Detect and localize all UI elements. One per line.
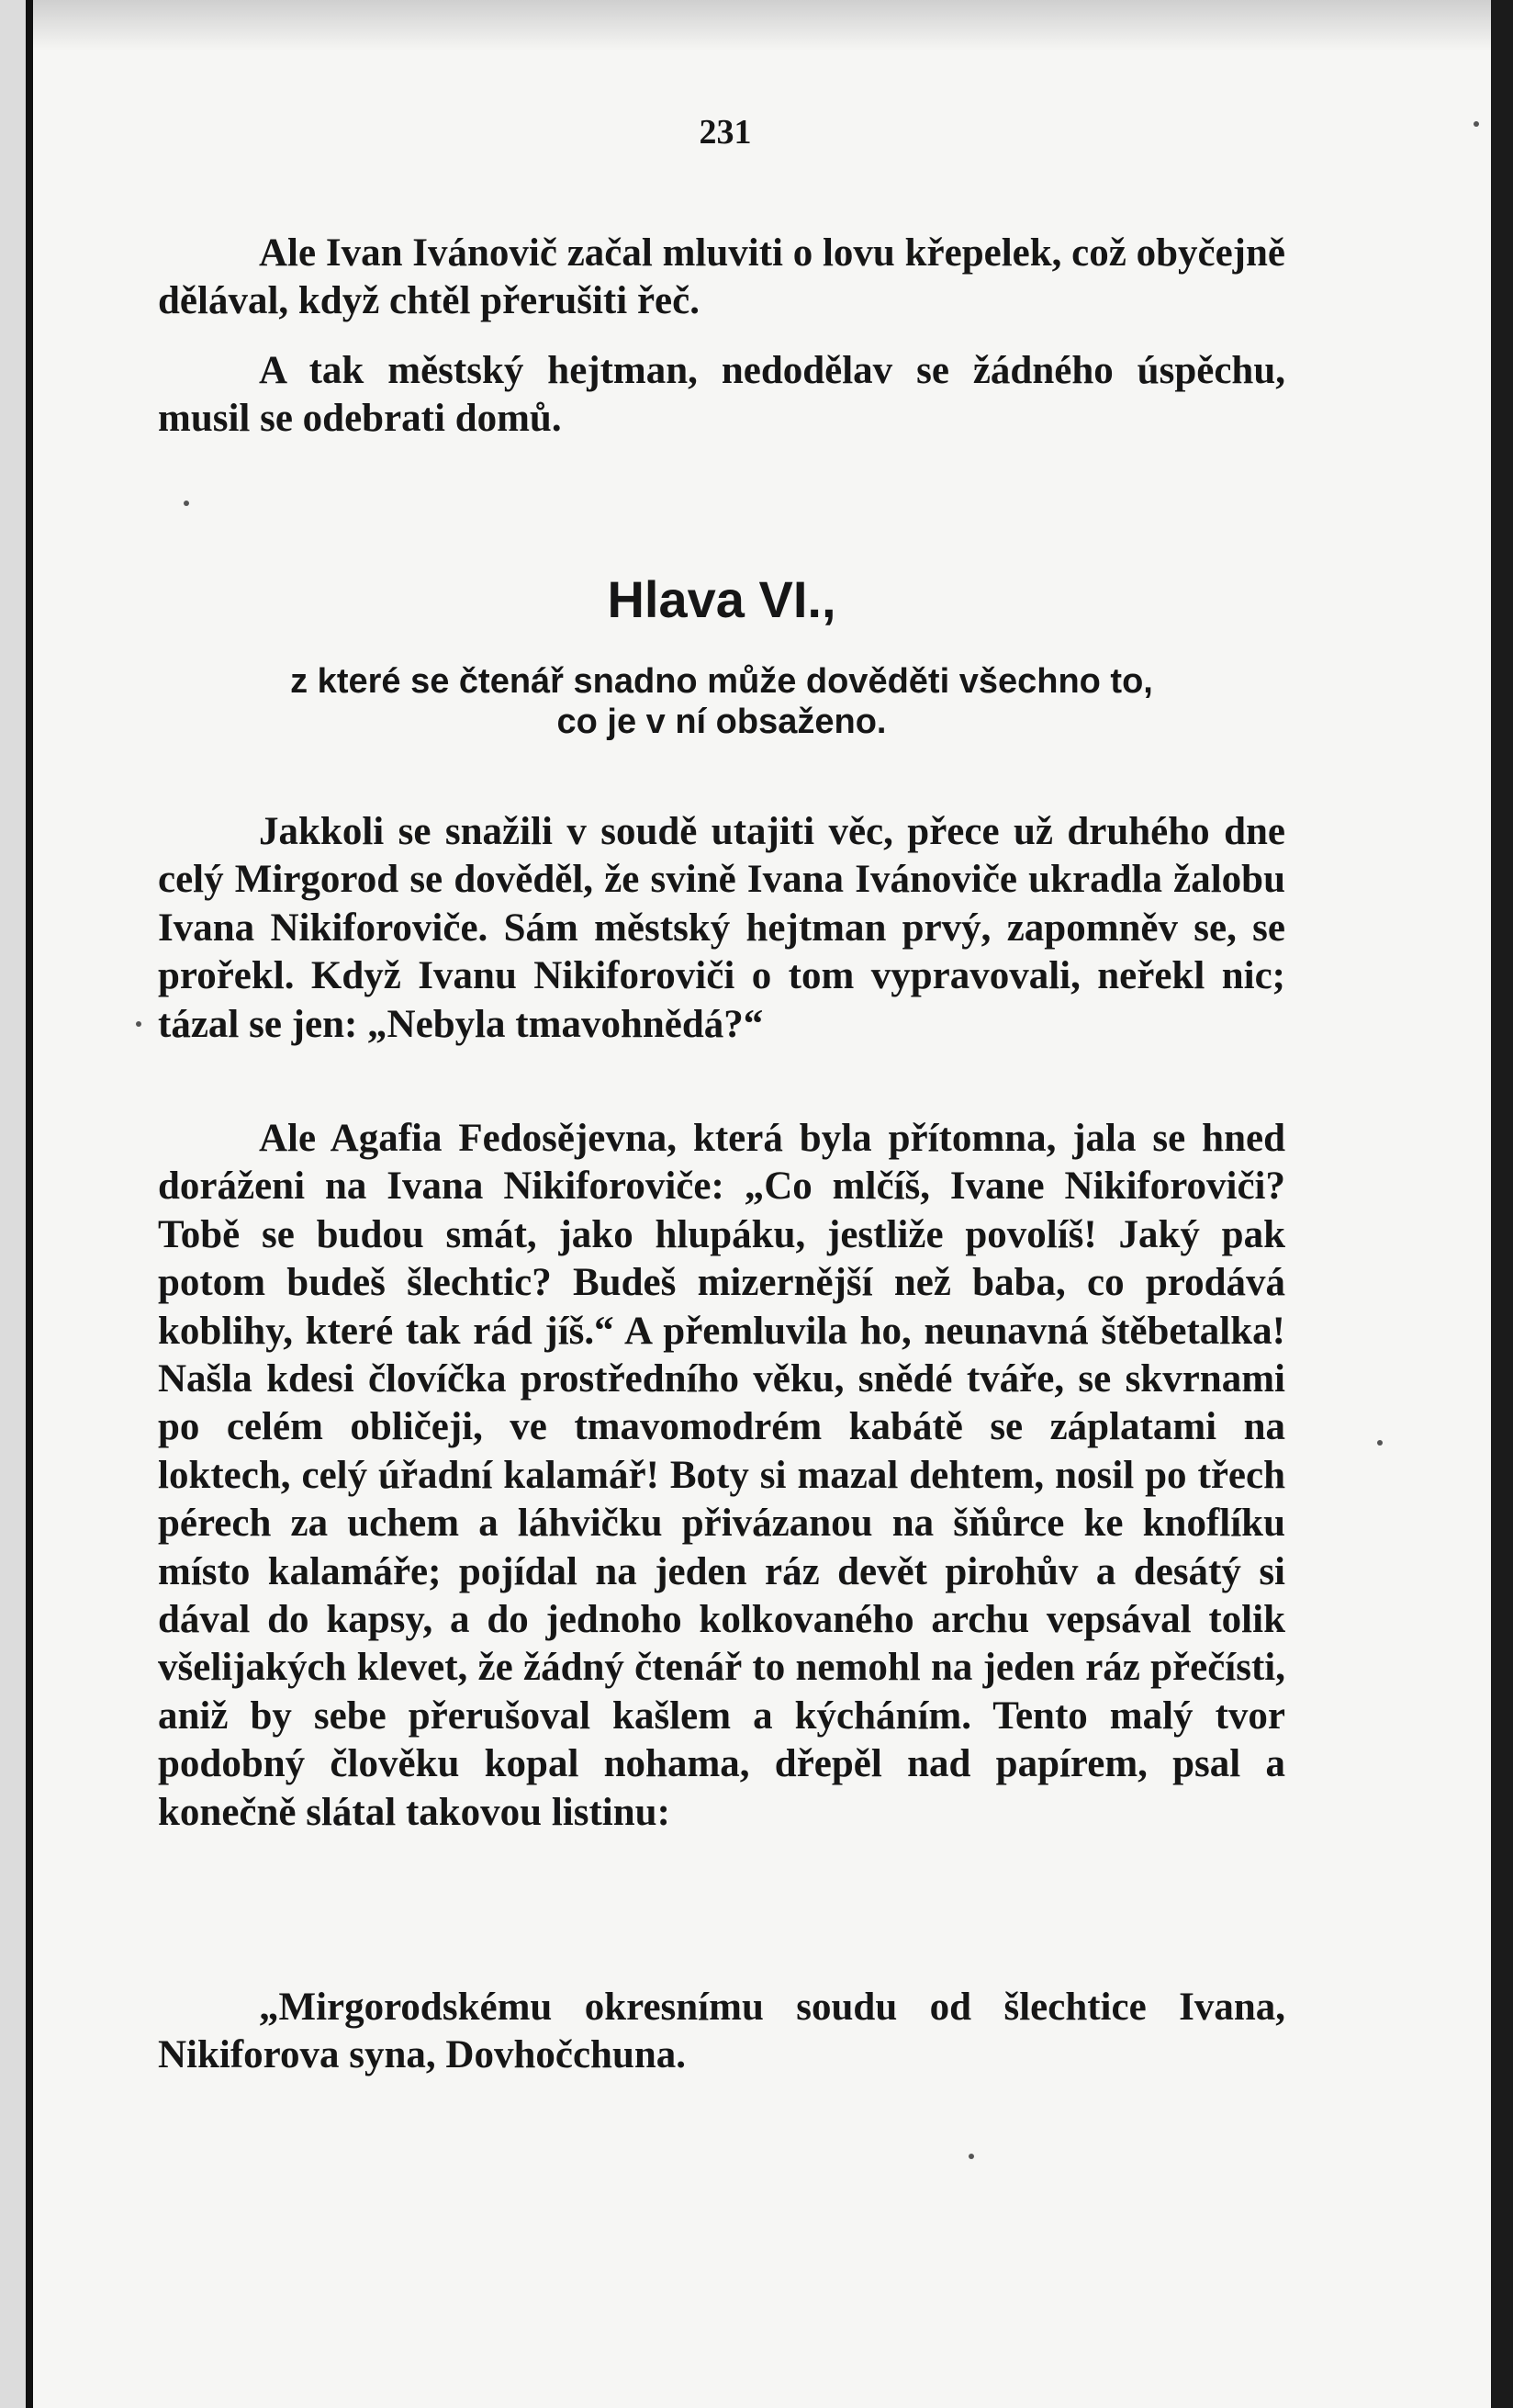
chapter-subtitle-line-1: z které se čtenář snadno může dověděti všechno to, <box>290 662 1153 701</box>
chapter-subtitle <box>158 661 1285 742</box>
page-number: 231 <box>699 113 752 152</box>
scan-speck <box>1474 121 1479 127</box>
scan-speck <box>184 501 189 506</box>
scan-speck <box>1377 1440 1383 1446</box>
scan-margin-left <box>0 0 28 2408</box>
paragraph-hejtman-home: A tak městský hejtman, nedodělav se žádného úspěchu, musil se odebrati domů. <box>158 349 1285 441</box>
scan-binding-edge <box>26 0 33 2408</box>
scan-speck <box>136 1021 141 1027</box>
chapter-title: Hlava VI., <box>607 570 836 628</box>
scan-shadow-top <box>0 0 1513 51</box>
paragraph-court-secret: Jakkoli se snažili v soudě utajiti věc, přece už druhého dne celý Mirgorod se dověděl, že svině Ivana Ivánoviče ukradla žalobu Ivana Nikiforoviče. Sám městský hejtman prvý, zapomněv se, se prořekl. Když Ivanu Nikiforoviči o tom vypravovali, neřekl nic; tázal se jen: „Nebyla tmavohnědá?“ <box>158 810 1285 1046</box>
chapter-subtitle-line-2: co je v ní obsaženo. <box>556 703 887 741</box>
scan-speck <box>969 2154 974 2159</box>
paragraph-petition-start: „Mirgorodskému okresnímu soudu od šlechtice Ivana, Nikiforova syna, Dovhočchuna. <box>158 1986 1285 2077</box>
paragraph-agafia: Ale Agafia Fedosějevna, která byla přítomna, jala se hned doráženi na Ivana Nikiforoviče: „Co mlčíš, Ivane Nikiforoviči? Tobě se budou smát, jako hlupáku, jestliže povolíš! Jaký pak potom budeš šlechtic? Budeš mizernější než baba, co prodává koblihy, které tak rád jíš.“ A přemluvila ho, neunavná štěbetalka! Našla kdesi človíčka prostředního věku, snědé tváře, se skvrnami po celém obličeji, ve tmavomodrém kabátě se záplatami na loktech, celý úřadní kalamář! Boty si mazal dehtem, nosil po třech pérech za uchem a láhvičku přivázanou na šňůrce ke knoflíku místo kalamáře; pojídal na jeden ráz devět pirohův a desátý si dával do kapsy, a do jednoho kolkovaného archu vepsával tolik všelijakých klevet, že žádný čtenář to nemohl na jeden ráz přečísti, aniž by sebe přerušoval kašlem a kýcháním. Tento malý tvor podobný člověku kopal nohama, dřepěl nad papírem, psal a konečně slátal takovou listinu: <box>158 1117 1285 1834</box>
paragraph-ivan-quail: Ale Ivan Ivánovič začal mluviti o lovu křepelek, což obyčejně dělával, když chtěl přerušiti řeč. <box>158 231 1285 323</box>
scan-edge-right <box>1491 0 1513 2408</box>
